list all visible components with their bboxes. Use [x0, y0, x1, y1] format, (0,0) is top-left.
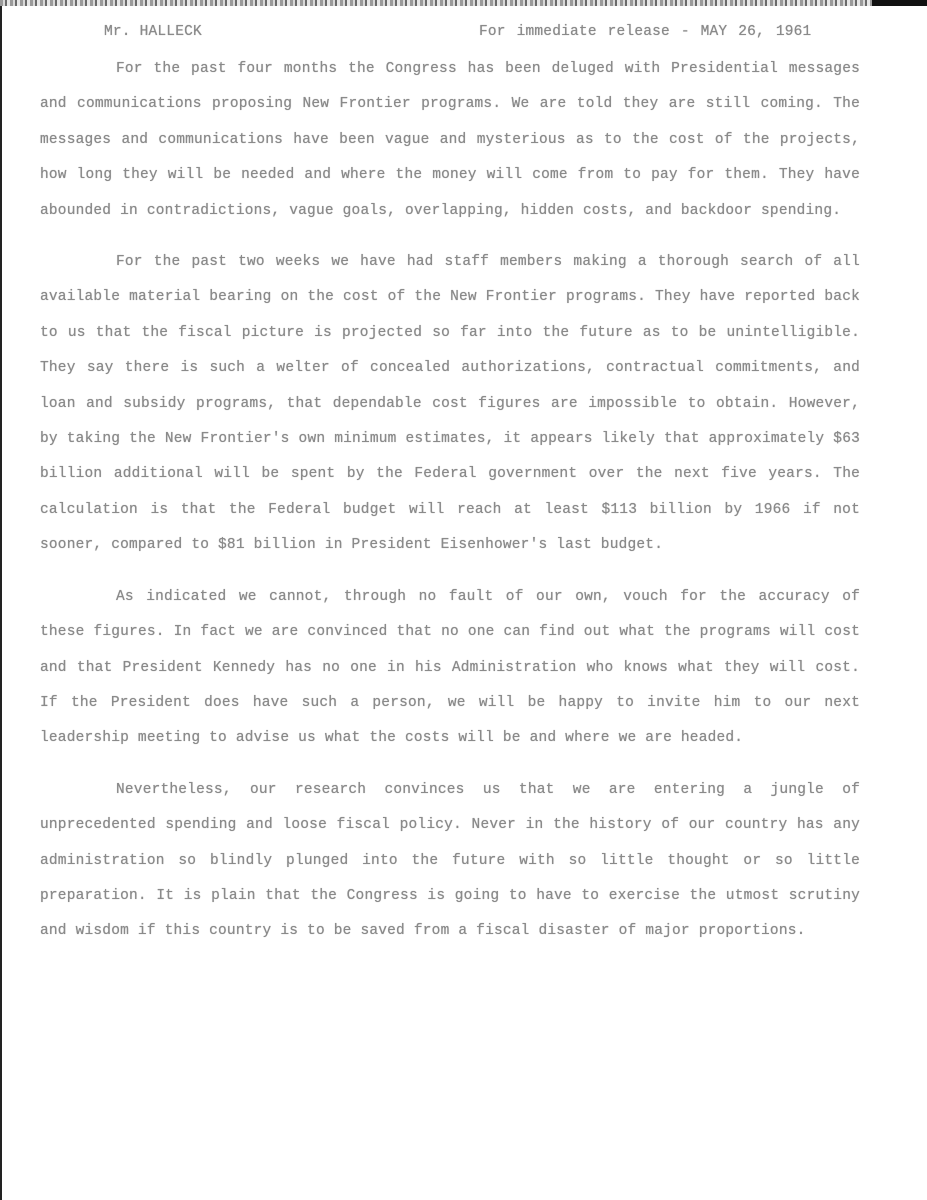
speaker-name: Mr. HALLECK: [104, 24, 202, 40]
document-header: [104, 24, 831, 44]
paragraph-2: For the past two weeks we have had staff members making a thorough search of all available material bearing on the cost of the New Frontier programs. They have reported back to us that the fiscal picture is projected so far into the future as to be unintelligible. They say there is such a welter of concealed authorizations, contractual commitments, and loan and subsidy programs, that dependable cost figures are impossible to obtain. However, by taking the New Frontier's own minimum estimates, it appears likely that approximately $63 billion additional will be spent by the Federal government over the next five years. The calculation is that the Federal budget will reach at least $113 billion by 1966 if not sooner, compared to $81 billion in President Eisenhower's last budget.: [40, 254, 860, 554]
release-line: For immediate release - MAY 26, 1961: [479, 24, 812, 40]
document-body: [40, 52, 860, 966]
paragraph-1: For the past four months the Congress has been deluged with Presidential messages and communications proposing New Frontier programs. We are told they are still coming. The messages and communications have been vague and mysterious as to the cost of the projects, how long they will be needed and where the money will come from to pay for them. They have abounded in contradictions, vague goals, overlapping, hidden costs, and backdoor spending.: [40, 61, 860, 219]
paragraph-4: Nevertheless, our research convinces us that we are entering a jungle of unprecedented spending and loose fiscal policy. Never in the history of our country has any administration so blindly plunged into the future with so little thought or so little preparation. It is plain that the Congress is going to have to exercise the utmost scrutiny and wisdom if this country is to be saved from a fiscal disaster of major proportions.: [40, 781, 860, 940]
paragraph-3: As indicated we cannot, through no fault of our own, vouch for the accuracy of these figures. In fact we are convinced that no one can find out what the programs will cost and that President Kennedy has no one in his Administration who knows what they will cost. If the President does have such a person, we will be happy to invite him to our next leadership meeting to advise us what the costs will be and where we are headed.: [40, 588, 860, 747]
